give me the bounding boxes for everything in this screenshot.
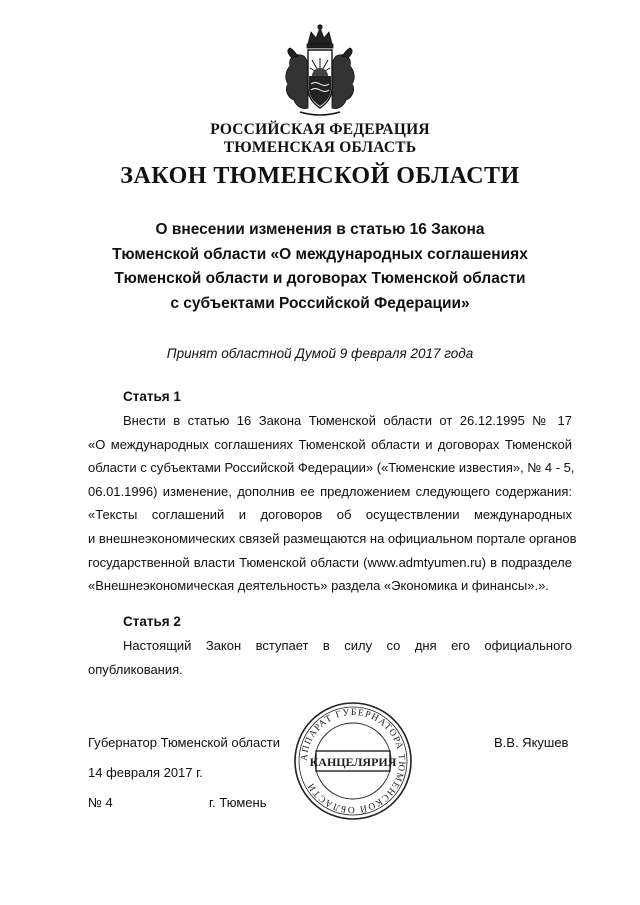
signing-city: г. Тюмень (209, 795, 267, 810)
text-line: «Тексты соглашений и договоров об осуществлении международных (88, 507, 572, 523)
text-line: Внести в статью 16 Закона Тюменской области от 26.12.1995 № 17 (123, 413, 572, 428)
article-2-heading: Статья 2 (123, 614, 181, 629)
signatory-name: В.В. Якушев (494, 735, 569, 750)
article-2-text (88, 634, 572, 681)
article-1-text (88, 409, 577, 598)
adoption-note: Принят областной Думой 9 февраля 2017 года (166, 346, 474, 361)
stamp-center-text: КАНЦЕЛЯРИЯ (309, 755, 397, 769)
subject-line: Тюменской области и договорах Тюменской области (114, 270, 526, 287)
signing-date: 14 февраля 2017 г. (88, 765, 203, 780)
subject-line: с субъектами Российской Федерации» (170, 294, 470, 312)
article-1-heading: Статья 1 (123, 389, 181, 404)
text-line: 06.01.1996) изменение, дополнив ее предложением следующего содержания: (88, 483, 572, 499)
text-line: государственной власти Тюменской области (www.admtyumen.ru) в подразделе (88, 554, 572, 570)
law-subject (60, 218, 580, 316)
official-stamp-icon (292, 700, 414, 822)
signatory-position: Губернатор Тюменской области (88, 735, 280, 750)
text-line: области с субъектами Российской Федерации» («Тюменские известия», № 4 - 5, (88, 460, 575, 476)
subject-line: О внесении изменения в статью 16 Закона (155, 221, 485, 238)
law-number: № 4 (88, 795, 113, 810)
region-heading: ТЮМЕНСКАЯ ОБЛАСТЬ (223, 139, 417, 156)
document-title: ЗАКОН ТЮМЕНСКОЙ ОБЛАСТИ (120, 163, 520, 189)
text-line: «Внешнеэкономическая деятельность» раздела «Экономика и финансы».». (88, 578, 549, 594)
text-line: опубликования. (88, 661, 183, 677)
text-line: и внешнеэкономических связей размещаются на официальном портале органов (88, 530, 577, 546)
subject-line: Тюменской области «О международных соглашениях (112, 245, 528, 263)
coat-of-arms-icon (278, 22, 362, 120)
stamp-ring-text: АППАРАТ ГУБЕРНАТОРА ТЮМЕНСКОЙ ОБЛАСТИ (299, 707, 407, 815)
country-heading: РОССИЙСКАЯ ФЕДЕРАЦИЯ (210, 121, 430, 138)
text-line: «О международных соглашениях Тюменской области и договорах Тюменской (88, 436, 572, 452)
text-line: Настоящий Закон вступает в силу со дня его официального (123, 638, 572, 653)
